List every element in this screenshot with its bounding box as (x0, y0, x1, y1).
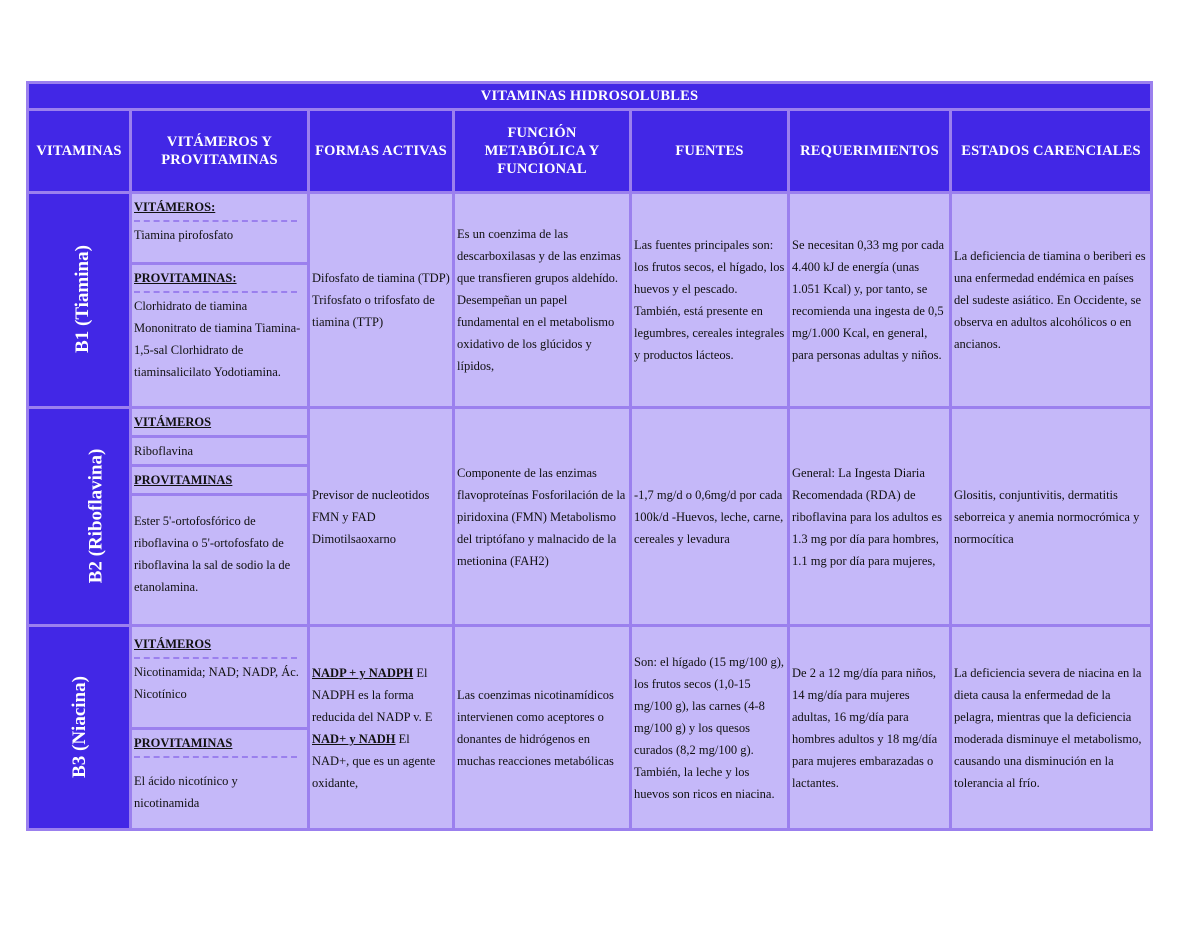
vitameros-cell (131, 407, 309, 626)
formas-activas-cell: Previsor de nucleotidos FMN y FAD Dimotilsaoxarno (309, 407, 454, 626)
nad-label: NAD+ y NADH (312, 731, 396, 746)
provitaminas-text: Ester 5'-ortofosfórico de riboflavina o 5'-ortofosfato de riboflavina la sal de sodio la de etanolamina. (134, 513, 291, 594)
nadp-text: El NADPH es la forma reducida del NADP v. E (312, 665, 433, 724)
header-requerimientos: REQUERIMIENTOS (789, 110, 951, 192)
vitamin-name-cell (28, 626, 131, 830)
carenciales-cell: Glositis, conjuntivitis, dermatitis seborreica y anemia normocrómica y normocítica (951, 407, 1152, 626)
header-funcion: FUNCIÓN METABÓLICA Y FUNCIONAL (454, 110, 631, 192)
vitameros-title: VITÁMEROS (134, 637, 212, 652)
vitameros-cell (131, 626, 309, 830)
funcion-cell: Es un coenzima de las descarboxilasas y de las enzimas que transfieren grupos aldehído. Desempeñan un papel fundamental en el metabolismo oxidativo de los glúcidos y lípidos, (454, 192, 631, 407)
header-vitameros: VITÁMEROS Y PROVITAMINAS (131, 110, 309, 192)
provitaminas-title: PROVITAMINAS (134, 736, 233, 751)
vitamin-name-cell (28, 192, 131, 407)
vitamin-name: B1 (Tiamina) (71, 245, 93, 354)
dashed-divider (134, 220, 297, 222)
header-estados-carenciales: ESTADOS CARENCIALES (951, 110, 1152, 192)
provitaminas-text: El ácido nicotínico y nicotinamida (134, 774, 238, 811)
header-vitaminas: VITAMINAS (28, 110, 131, 192)
vitamins-table (26, 81, 1153, 831)
table-row (28, 407, 1152, 626)
funcion-cell: Las coenzimas nicotinamídicos intervienen como aceptores o donantes de hidrógenos en muchas reacciones metabólicas (454, 626, 631, 830)
header-fuentes: FUENTES (631, 110, 789, 192)
fuentes-cell: Son: el hígado (15 mg/100 g), los frutos secos (1,0-15 mg/100 g), las carnes (4-8 mg/100 g) y los quesos curados (8,2 mg/100 g). También, la leche y los huevos son ricos en niacina. (631, 626, 789, 830)
funcion-cell: Componente de las enzimas flavoproteínas Fosforilación de la piridoxina (FMN) Metabolismo del triptófano y malnacido de la metionina (FAH2) (454, 407, 631, 626)
vitameros-text: Riboflavina (134, 443, 194, 458)
formas-activas-cell (309, 626, 454, 830)
fuentes-cell: Las fuentes principales son: los frutos secos, el hígado, los huevos y el pescado. También, está presente en legumbres, cereales integrales y productos lácteos. (631, 192, 789, 407)
carenciales-cell: La deficiencia de tiamina o beriberi es una enfermedad endémica en países del sudeste asiático. En Occidente, se observa en adultos alcohólicos o en ancianos. (951, 192, 1152, 407)
requerimientos-cell: De 2 a 12 mg/día para niños, 14 mg/día para mujeres adultas, 16 mg/día para hombres adultos y 18 mg/día para mujeres embarazadas o lactantes. (789, 626, 951, 830)
vitameros-title: VITÁMEROS: (134, 199, 216, 214)
nad-text: El NAD+, que es un agente oxidante, (312, 731, 436, 790)
vitameros-title: VITÁMEROS (134, 414, 212, 429)
table-row (28, 626, 1152, 830)
dashed-divider (134, 657, 297, 659)
carenciales-cell: La deficiencia severa de niacina en la dieta causa la enfermedad de la pelagra, mientras que la deficiencia moderada disminuye el metabolismo, causando una disminución en la tolerancia al frío. (951, 626, 1152, 830)
requerimientos-cell: General: La Ingesta Diaria Recomendada (RDA) de riboflavina para los adultos es 1.3 mg por día para hombres, 1.1 mg por día para mujeres, (789, 407, 951, 626)
dashed-divider (134, 756, 297, 758)
table-title: VITAMINAS HIDROSOLUBLES (28, 83, 1152, 110)
provitaminas-text: Clorhidrato de tiamina Mononitrato de tiamina Tiamina-1,5-sal Clorhidrato de tiaminsalicilato Yodotiamina. (134, 298, 301, 379)
provitaminas-title: PROVITAMINAS (134, 472, 233, 487)
requerimientos-cell: Se necesitan 0,33 mg por cada 4.400 kJ de energía (unas 1.051 Kcal) y, por tanto, se recomienda una ingesta de 0,5 mg/1.000 Kcal, en general, para personas adultas y niños. (789, 192, 951, 407)
vitamin-name-cell (28, 407, 131, 626)
formas-activas-cell: Difosfato de tiamina (TDP) Trifosfato o trifosfato de tiamina (TTP) (309, 192, 454, 407)
vitamin-name: B2 (Riboflavina) (85, 448, 107, 584)
vitamin-name: B3 (Niacina) (68, 676, 90, 779)
table-row (28, 192, 1152, 407)
provitaminas-title: PROVITAMINAS: (134, 270, 237, 285)
vitameros-text: Tiamina pirofosfato (134, 227, 234, 242)
vitameros-cell (131, 192, 309, 407)
header-formas-activas: FORMAS ACTIVAS (309, 110, 454, 192)
dashed-divider (134, 291, 297, 293)
fuentes-cell: -1,7 mg/d o 0,6mg/d por cada 100k/d -Huevos, leche, carne, cereales y levadura (631, 407, 789, 626)
vitameros-text: Nicotinamida; NAD; NADP, Ác. Nicotínico (134, 665, 299, 702)
nadp-label: NADP + y NADPH (312, 665, 414, 680)
